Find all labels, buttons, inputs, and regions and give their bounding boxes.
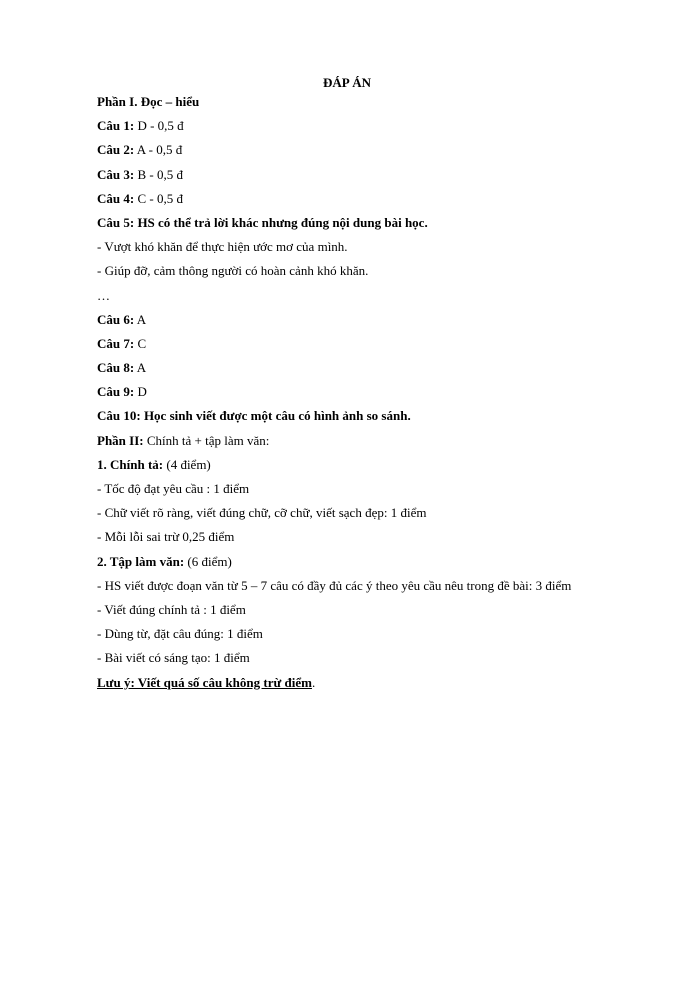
note-line (97, 673, 677, 697)
answer-line (97, 431, 677, 455)
line-text: D - 0,5 đ (134, 118, 184, 134)
line-text: A (134, 311, 147, 327)
answer-line (97, 213, 677, 237)
line-label: Câu 2: (97, 142, 135, 158)
answer-line (97, 382, 677, 406)
line-text: - Chữ viết rõ ràng, viết đúng chữ, cỡ chữ, viết sạch đẹp: 1 điểm (97, 505, 427, 521)
line-label: 2. Tập làm văn: (97, 553, 185, 569)
answer-line (97, 455, 677, 479)
line-text: (4 điểm) (163, 456, 211, 472)
line-label: Câu 5: HS có thể trả lời khác nhưng đúng nội dung bài học. (97, 214, 428, 230)
line-label: Câu 10: Học sinh viết được một câu có hình ảnh so sánh. (97, 408, 411, 424)
answer-line (97, 140, 677, 164)
answer-line (97, 358, 677, 382)
answer-line (97, 165, 677, 189)
line-label: Câu 9: (97, 384, 135, 400)
answer-line (97, 116, 677, 140)
line-text: C - 0,5 đ (134, 190, 183, 206)
answer-line (97, 189, 677, 213)
line-label: Câu 1: (97, 118, 135, 134)
line-list (97, 92, 677, 673)
note-text: Lưu ý: Viết quá số câu không trừ điểm (97, 674, 312, 690)
line-text: - HS viết được đoạn văn từ 5 – 7 câu có đầy đủ các ý theo yêu cầu nêu trong đề bài: 3 điểm (97, 577, 572, 593)
note-suffix: . (311, 674, 316, 690)
answer-line (97, 286, 677, 310)
answer-line (97, 92, 677, 116)
line-label: Câu 7: (97, 335, 135, 351)
answer-line (97, 334, 677, 358)
line-text: - Tốc độ đạt yêu cầu : 1 điểm (97, 481, 250, 496)
answer-line (97, 406, 677, 430)
answer-line (97, 261, 677, 285)
line-text: B - 0,5 đ (134, 166, 183, 182)
answer-line (97, 552, 677, 576)
answer-line (97, 576, 677, 600)
line-text: - Bài viết có sáng tạo: 1 điểm (97, 650, 250, 666)
line-text: - Giúp đỡ, cảm thông người có hoàn cảnh khó khăn. (97, 263, 369, 279)
line-label: 1. Chính tả: (97, 456, 164, 472)
answer-line (97, 237, 677, 261)
line-label: Phần II: (97, 432, 144, 448)
line-text: (6 điểm) (184, 553, 232, 569)
answer-lines (97, 92, 677, 697)
line-text: Chính tả + tập làm văn: (143, 432, 270, 448)
answer-line (97, 310, 677, 334)
line-text: A - 0,5 đ (134, 142, 183, 158)
line-text: - Viết đúng chính tả : 1 điểm (97, 601, 246, 617)
answer-line (97, 648, 677, 672)
answer-line (97, 527, 677, 551)
line-text: - Mỗi lỗi sai trừ 0,25 điểm (97, 529, 235, 545)
document-title: ĐÁP ÁN (322, 75, 372, 90)
line-text: … (97, 287, 110, 303)
line-text: C (134, 335, 147, 351)
line-label: Phần I. Đọc – hiểu (97, 94, 200, 109)
answer-line (97, 600, 677, 624)
line-label: Câu 8: (97, 360, 135, 376)
line-label: Câu 6: (97, 311, 135, 327)
answer-line (97, 503, 677, 527)
line-text: A (134, 360, 147, 376)
answer-line (97, 479, 677, 503)
line-text: - Dùng từ, đặt câu đúng: 1 điểm (97, 626, 263, 642)
line-text: D (134, 384, 147, 400)
line-label: Câu 3: (97, 166, 135, 182)
line-label: Câu 4: (97, 190, 135, 206)
line-text: - Vượt khó khăn để thực hiện ước mơ của mình. (97, 239, 348, 255)
answer-line (97, 624, 677, 648)
